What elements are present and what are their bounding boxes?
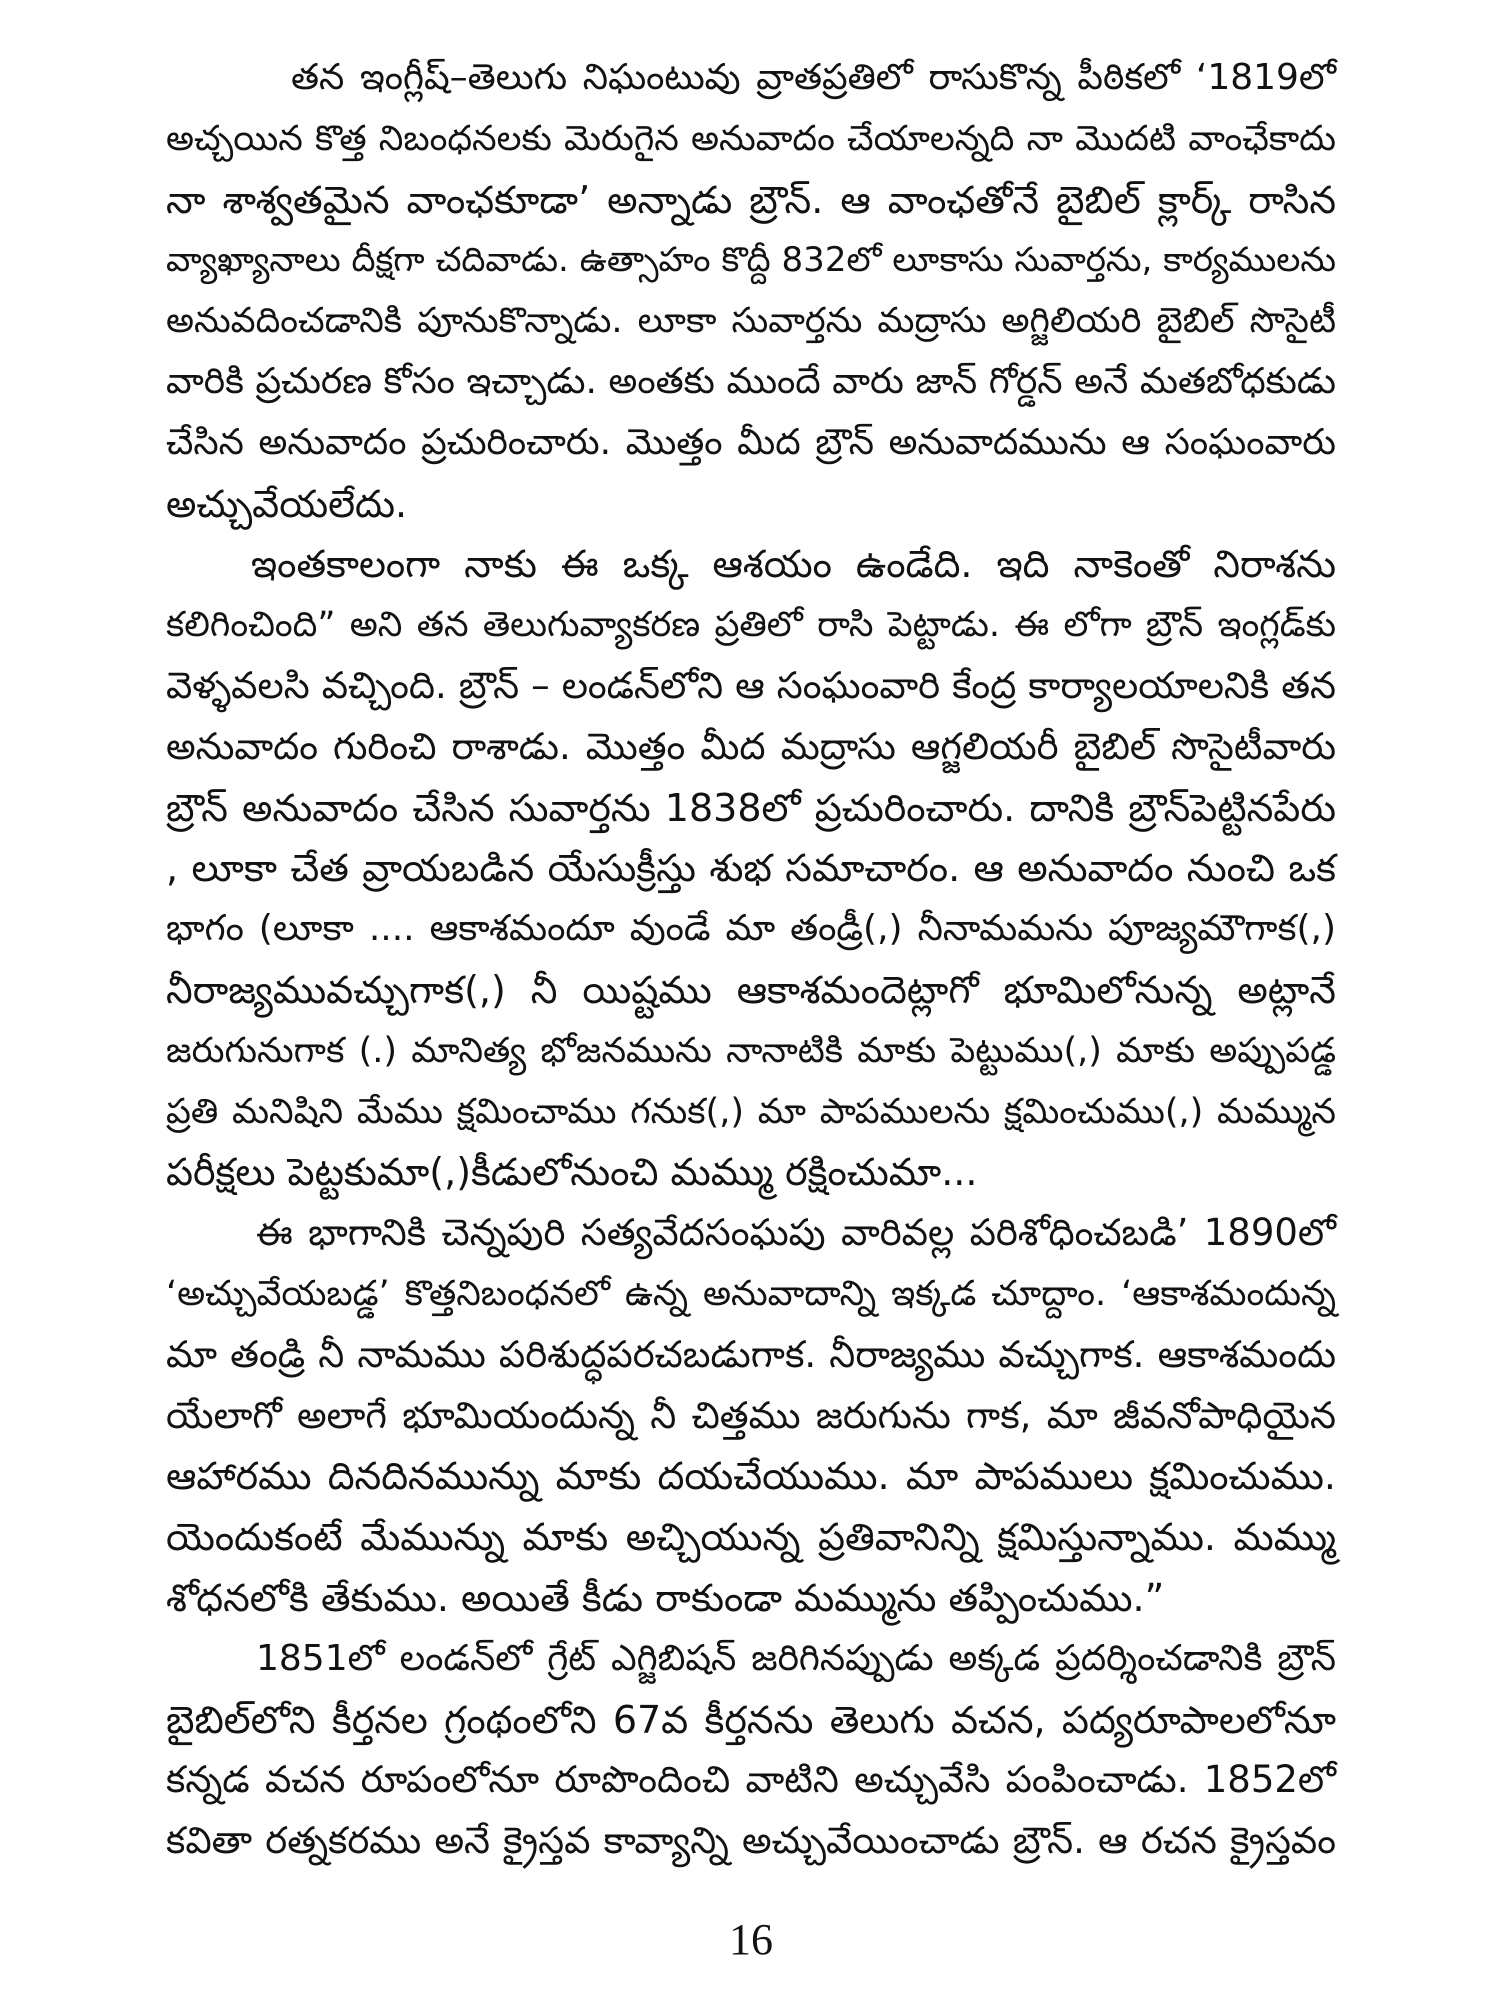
text-line: అచ్చయిన కొత్త నిబంధనలకు మెరుగైన అనువాదం చేయాలన్నది నా మొదటి వాంఛేకాదు [166,118,1336,159]
text-line: అనువాదం గురించి రాశాడు. మొత్తం మీద మద్రాసు ఆగ్జలియరీ బైబిల్ సొసైటీవారు [166,724,1336,768]
paragraph [166,48,1336,534]
page-body-text [166,48,1336,1872]
text-line: వ్యాఖ్యానాలు దీక్షగా చదివాడు. ఉత్సాహం కొద్దీ 832లో లూకాసు సువార్తను, కార్యములను [166,240,1336,281]
text-line: ప్రతి మనిషిని మేము క్షమించాము గనుక(,) మా పాపములను క్షమించుము(,) మమ్మున [166,1091,1336,1132]
text-line: ఇంతకాలంగా నాకు ఈ ఒక్క ఆశయం ఉండేది. ఇది నాకెంతో నిరాశను [251,542,1336,587]
paragraph [166,1629,1336,1872]
text-line: కలిగించింది” అని తన తెలుగువ్యాకరణ ప్రతిలో రాసి పెట్టాడు. ఈ లోగా బ్రౌన్ ఇంగ్లడ్‌కు [166,605,1336,646]
text-line: జరుగునుగాక (.) మానిత్య భోజనమును నానాటికి మాకు పెట్టుము(,) మాకు అప్పుపడ్డ [166,1030,1336,1071]
text-line: 1851లో లండన్‌లో గ్రేట్ ఎగ్జిబిషన్ జరిగినప్పుడు అక్కడ ప్రదర్శించడానికి బ్రౌన్ [256,1637,1336,1679]
text-line: భాగం (లూకా .... ఆకాశమందూ వుండే మా తండ్రీ(,) నీనామమను పూజ్యమౌగాక(,) [166,908,1336,950]
text-line: ఆహారము దినదినమున్ను మాకు దయచేయుము. మా పాపములు క్షమించుము. [166,1454,1336,1499]
text-line: వారికి ప్రచురణ కోసం ఇచ్చాడు. అంతకు ముందే వారు జాన్ గోర్డన్ అనే మతబోధకుడు [166,360,1336,402]
text-line: కవితా రత్నకరము అనే క్రైస్తవ కావ్యాన్ని అచ్చువేయించాడు బ్రౌన్. ఆ రచన క్రైస్తవం [166,1819,1336,1863]
text-line: చేసిన అనువాదం ప్రచురించారు. మొత్తం మీద బ్రౌన్ అనువాదమును ఆ సంఘంవారు [166,421,1336,463]
text-line: తన ఇంగ్లీష్–తెలుగు నిఘంటువు వ్రాతప్రతిలో రాసుకొన్న పీఠికలో ‘1819లో [291,57,1336,98]
text-line: బ్రౌన్ అనువాదం చేసిన సువార్తను 1838లో ప్రచురించారు. దానికి బ్రౌన్‌పెట్టినపేరు [166,785,1336,830]
text-line: యెందుకంటే మేమున్ను మాకు అచ్చియున్న ప్రతివానిన్ని క్షమిస్తున్నాము. మమ్ము [166,1515,1336,1560]
text-line: యేలాగో అలాగే భూమియందున్న నీ చిత్తము జరుగును గాక, మా జీవనోపాధియైన [166,1393,1336,1437]
text-line: కన్నడ వచన రూపంలోనూ రూపొందించి వాటిని అచ్చువేసి పంపించాడు. 1852లో [166,1758,1336,1802]
paragraph [166,1203,1336,1629]
paragraph [166,534,1336,1203]
text-line: ఈ భాగానికి చెన్నపురి సత్యవేదసంఘపు వారివల్ల పరిశోధించబడి’ 1890లో [256,1211,1336,1255]
text-line: నా శాశ్వతమైన వాంఛకూడా’ అన్నాడు బ్రౌన్. ఆ వాంఛతోనే బైబిల్ క్లార్క్ రాసిన [166,177,1336,222]
text-line: అచ్చువేయలేదు. [166,481,408,526]
page-number: 16 [729,1915,773,1964]
text-line: వెళ్ళవలసి వచ్చింది. బ్రౌన్ – లండన్‌లోని ఆ సంఘంవారి కేంద్ర కార్యాలయాలనికి తన [166,663,1336,707]
text-line: పరీక్షలు పెట్టకుమా(,)కీడులోనుంచి మమ్ము రక్షించుమా... [166,1150,978,1195]
text-line: మా తండ్రి నీ నామము పరిశుద్ధపరచబడుగాక. నీరాజ్యము వచ్చుగాక. ఆకాశమందు [166,1332,1336,1376]
text-line: , లూకా చేత వ్రాయబడిన యేసుక్రీస్తు శుభ సమాచారం. ఆ అనువాదం నుంచి ఒక [166,846,1336,891]
text-line: నీరాజ్యమువచ్చుగాక(,) నీ యిష్టము ఆకాశమందెట్లాగో భూమిలోనున్న అట్లానే [166,967,1336,1012]
text-line: బైబిల్‌లోని కీర్తనల గ్రంథంలోని 67వ కీర్తనను తెలుగు వచన, పద్యరూపాలలోనూ [166,1697,1336,1742]
text-line: శోధనలోకి తేకుము. అయితే కీడు రాకుండా మమ్మును తప్పించుము.” [166,1575,1165,1620]
text-line: ‘అచ్చువేయబడ్డ’ కొత్తనిబంధనలో ఉన్న అనువాదాన్ని ఇక్కడ చూద్దాం. ‘ఆకాశమందున్న [166,1273,1336,1314]
text-line: అనువదించడానికి పూనుకొన్నాడు. లూకా సువార్తను మద్రాసు అగ్జిలియరి బైబిల్ సొసైటీ [166,301,1336,342]
